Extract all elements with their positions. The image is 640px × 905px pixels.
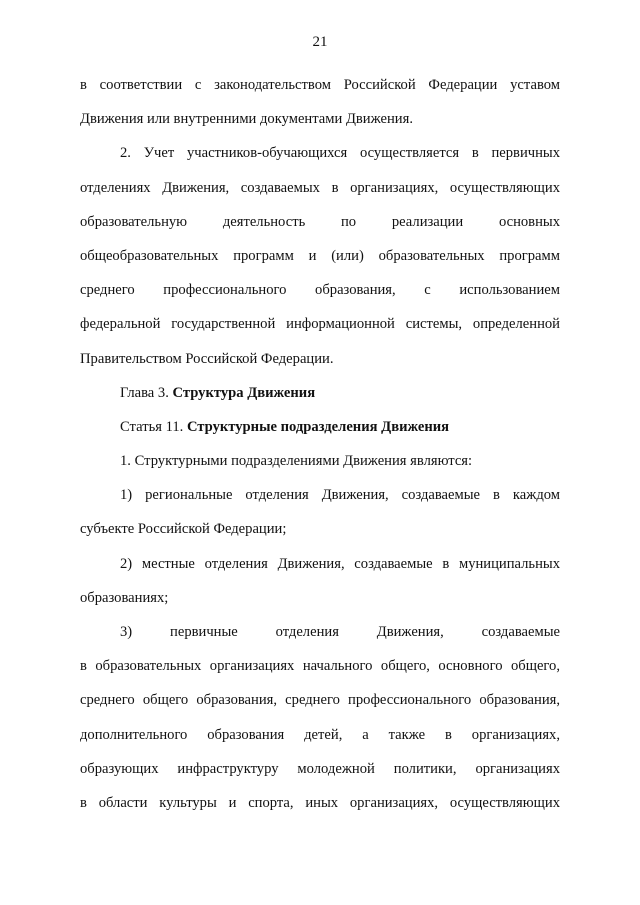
text-line: общеобразовательных программ и (или) образовательных программ [80,247,560,264]
text-line: в соответствии с законодательством Российской Федерации уставом [80,77,560,93]
text-line: 1) региональные отделения Движения, создаваемые в каждом [120,487,560,504]
text-line: образующих инфраструктуру молодежной политики, организациях [80,760,560,777]
text-line: Правительством Российской Федерации. [80,350,334,367]
chapter-heading [80,376,560,410]
text-line: 1. Структурными подразделениями Движения являются: [120,453,473,470]
text-line: среднего профессионального образования, с использованием [80,282,560,299]
text-line: отделениях Движения, создаваемых в организациях, осуществляющих [80,179,560,196]
text-line: субъекте Российской Федерации; [80,521,287,538]
text-line: в области культуры и спорта, иных организациях, осуществляющих [80,794,560,811]
article-prefix: Статья 11. [120,418,187,435]
text-line: дополнительного образования детей, а также в организациях, [80,726,560,743]
text-line: в образовательных организациях начального общего, основного общего, [80,658,560,675]
chapter-prefix: Глава 3. [120,384,173,401]
chapter-title: Структура Движения [172,384,316,401]
page-number: 21 [312,34,328,50]
text-line: 3) первичные отделения Движения, создаваемые [120,624,560,640]
text-line: 2) местные отделения Движения, создаваемые в муниципальных [120,555,560,572]
document-body [80,68,560,820]
text-line: образованиях; [80,589,169,606]
article-heading [80,410,560,444]
text-line: Движения или внутренними документами Движения. [80,111,413,128]
text-line: федеральной государственной информационной системы, определенной [80,316,560,333]
article-title: Структурные подразделения Движения [186,418,450,435]
text-line: образовательную деятельность по реализации основных [80,213,560,230]
text-line: 2. Учет участников-обучающихся осуществляется в первичных [120,145,560,162]
text-line: среднего общего образования, среднего профессионального образования, [80,692,560,709]
